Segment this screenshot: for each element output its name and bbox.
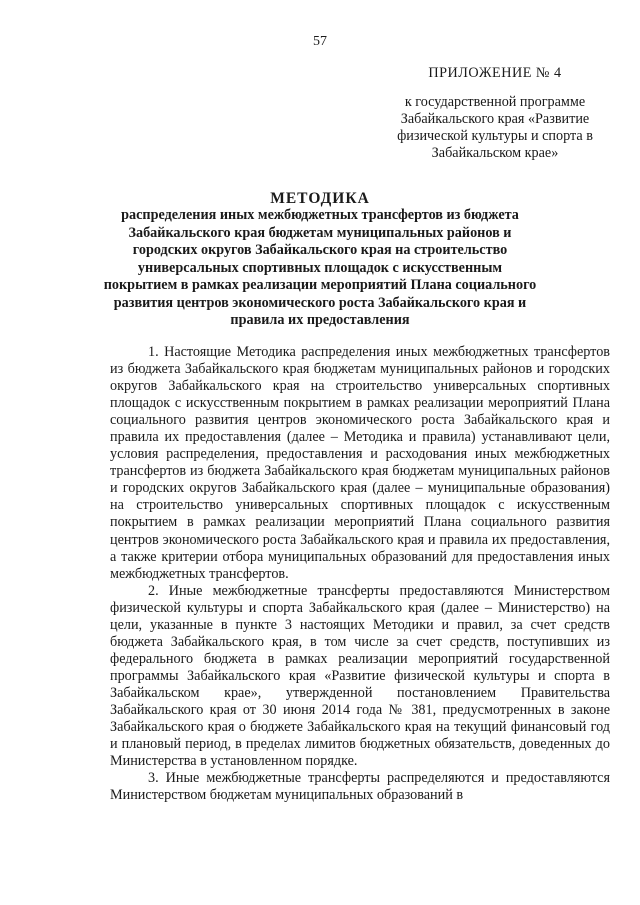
paragraph-3: 3. Иные межбюджетные трансферты распределяются и предоставляются Министерством бюджетам муниципальных образований в <box>110 770 610 804</box>
paragraph-2: 2. Иные межбюджетные трансферты предоставляются Министерством физической культуры и спорта Забайкальского края (далее – Министерство) на цели, указанные в пункте 3 настоящих Методики и правил, за счет средств бюджета Забайкальского края, в том числе за счет средств, поступивших из федерального бюджета в рамках реализации мероприятий государственной программы Забайкальского края «Развитие физической культуры и спорта в Забайкальском крае», утвержденной постановлением Правительства Забайкальского края от 30 июня 2014 года № 381, предусмотренных в законе Забайкальского края о бюджете Забайкальского края на текущий финансовый год и плановый период, в пределах лимитов бюджетных обязательств, доведенных до Министерства в установленном порядке. <box>110 582 610 770</box>
document-body <box>110 344 610 804</box>
appendix-reference: к государственной программе Забайкальского края «Развитие физической культуры и спорта в Забайкальском крае» <box>397 94 593 161</box>
document-subtitle: распределения иных межбюджетных трансфертов из бюджета Забайкальского края бюджетам муниципальных районов и городских округов Забайкальского края на строительство универсальных спортивных площадок с искусственным покрытием в рамках реализации мероприятий Плана социального развития центров экономического роста Забайкальского края и правила их предоставления <box>103 207 537 328</box>
paragraph-1: 1. Настоящие Методика распределения иных межбюджетных трансфертов из бюджета Забайкальского края бюджетам муниципальных районов и городских округов Забайкальского края на строительство универсальных спортивных площадок с искусственным покрытием в рамках реализации мероприятий Плана социального развития центров экономического роста Забайкальского края и правила их предоставления (далее – Методика и правила) устанавливают цели, условия распределения, предоставления и расходования иных межбюджетных трансфертов из бюджета Забайкальского края бюджетам муниципальных районов и городских округов Забайкальского края (далее – муниципальные образования) на строительство универсальных спортивных площадок с искусственным покрытием в рамках реализации мероприятий Плана социального развития центров экономического роста Забайкальского края и правила их предоставления, а также критерии отбора муниципальных образований для предоставления иных межбюджетных трансфертов. <box>110 344 610 582</box>
page-number: 57 <box>313 34 327 49</box>
appendix-title: ПРИЛОЖЕНИЕ № 4 <box>428 65 562 81</box>
document-title: МЕТОДИКА <box>270 190 370 207</box>
